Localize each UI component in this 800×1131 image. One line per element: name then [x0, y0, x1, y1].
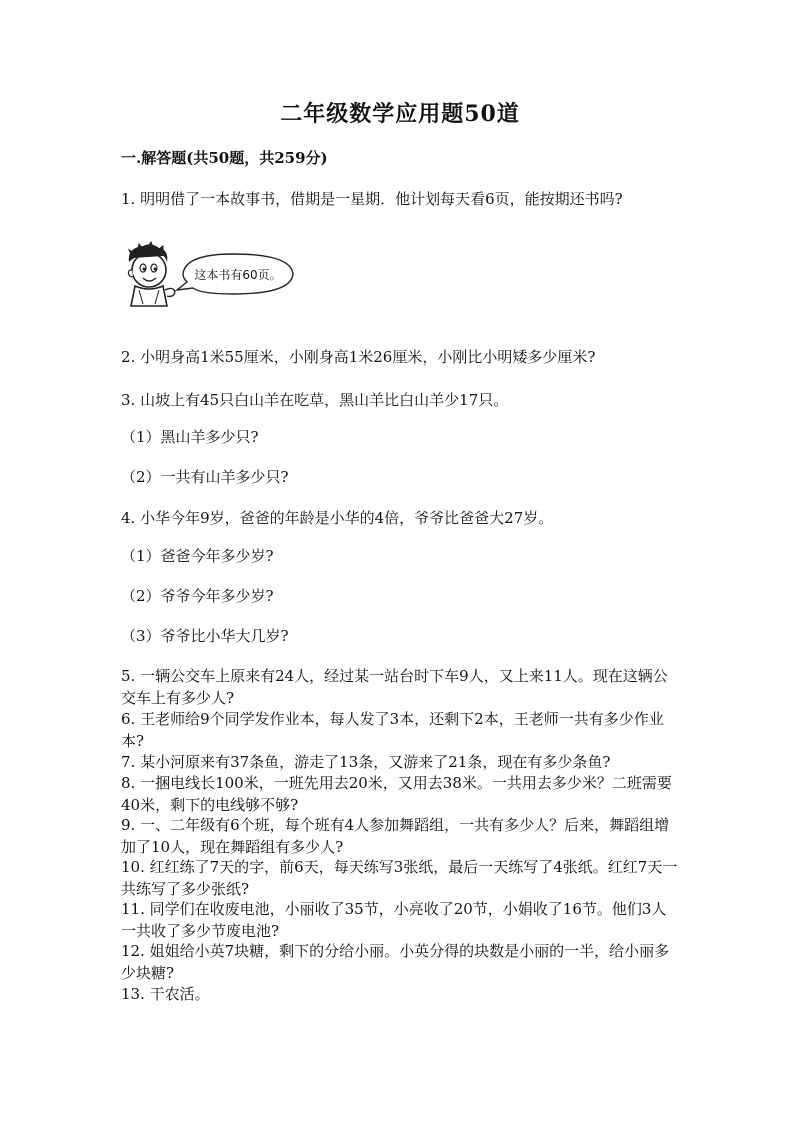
question-4-part-3: （3）爷爷比小华大几岁? [121, 627, 289, 645]
question-10: 10. 红红练了7天的字，前6天，每天练写3张纸，最后一天练写了4张纸。红红7天一共练写了多少张纸? [121, 858, 678, 898]
question-5: 5. 一辆公交车上原来有24人，经过某一站台时下车9人，又上来11人。现在这辆公交车上有多少人? [121, 667, 668, 707]
boy-speech-illustration [121, 240, 311, 310]
question-2: 2. 小明身高1米55厘米，小刚身高1米26厘米，小刚比小明矮多少厘米? [121, 348, 596, 366]
question-1: 1. 明明借了一本故事书，借期是一星期．他计划每天看6页，能按期还书吗? [121, 190, 623, 208]
question-12: 12. 姐姐给小英7块糖，剩下的分给小丽。小英分得的块数是小丽的一半，给小丽多少块糖? [121, 942, 670, 982]
question-3-part-1: （1）黑山羊多少只? [121, 428, 259, 446]
question-4: 4. 小华今年9岁，爸爸的年龄是小华的4倍，爷爷比爸爸大27岁。 [121, 509, 554, 527]
question-9: 9. 一、二年级有6个班，每个班有4人参加舞蹈组，一共有多少人？后来，舞蹈组增加了10人，现在舞蹈组有多少人? [121, 816, 670, 856]
question-4-part-1: （1）爸爸今年多少岁? [121, 547, 274, 565]
question-11: 11. 同学们在收废电池，小丽收了35节，小亮收了20节，小娟收了16节。他们3人一共收了多少节废电池? [121, 900, 667, 940]
section-heading: 一.解答题(共50题，共259分) [121, 149, 328, 167]
question-13: 13. 干农活。 [121, 985, 210, 1003]
question-3-part-2: （2）一共有山羊多少只? [121, 468, 289, 486]
question-4-part-2: （2）爷爷今年多少岁? [121, 587, 274, 605]
question-8: 8. 一捆电线长100米，一班先用去20米，又用去38米。一共用去多少米？二班需要40米，剩下的电线够不够? [121, 774, 672, 814]
bubble-text: 这本书有60页。 [194, 268, 282, 282]
page-title: 二年级数学应用题50道 [280, 101, 520, 127]
question-6: 6. 王老师给9个同学发作业本，每人发了3本，还剩下2本，王老师一共有多少作业本? [121, 710, 664, 750]
question-7: 7. 某小河原来有37条鱼，游走了13条，又游来了21条，现在有多少条鱼? [121, 753, 611, 771]
question-3: 3. 山坡上有45只白山羊在吃草，黑山羊比白山羊少17只。 [121, 391, 509, 409]
